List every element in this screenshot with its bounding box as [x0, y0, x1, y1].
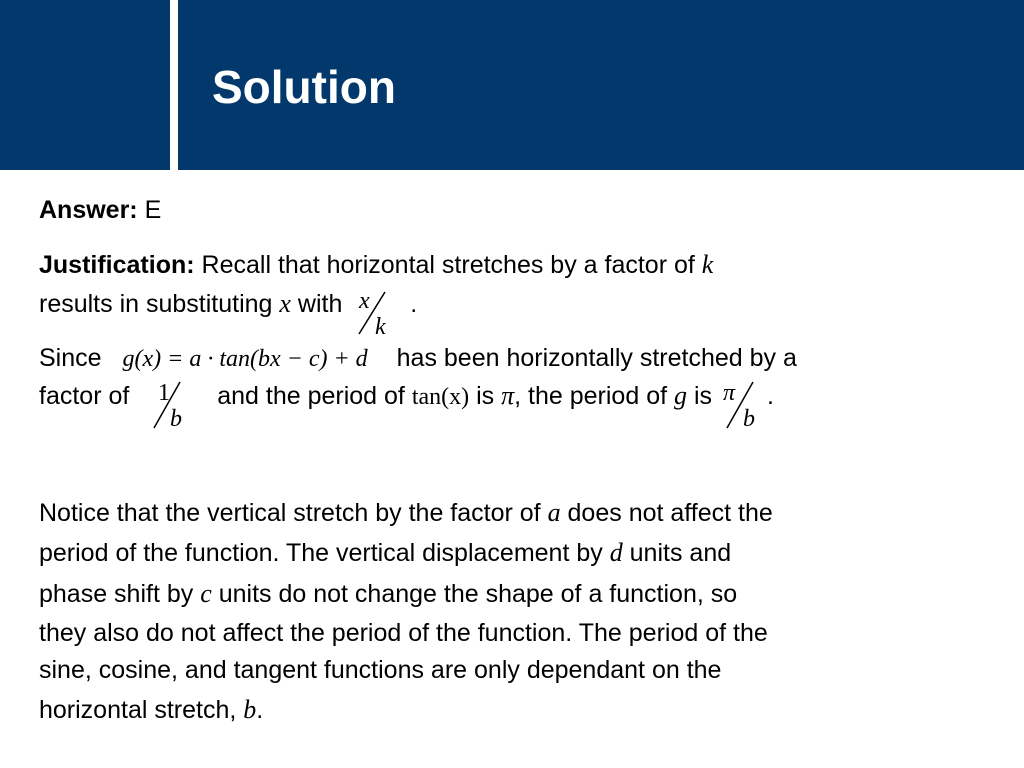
var-x: x: [279, 289, 291, 318]
fraction-1-over-b: [148, 380, 194, 432]
var-d: d: [609, 538, 623, 567]
since-line-2: [39, 380, 774, 432]
page-title: Solution: [212, 61, 396, 113]
notice-line-2: [39, 538, 731, 568]
justification-text-1: Recall that horizontal stretches by a factor of: [201, 251, 695, 279]
var-g: g: [674, 381, 687, 410]
period-text: and the period of: [217, 382, 405, 410]
justification-text-2b: with: [297, 290, 343, 318]
frac1-denominator: k: [375, 314, 386, 340]
notice-text-6a: horizontal stretch,: [39, 696, 237, 724]
notice-text-3a: phase shift by: [39, 580, 194, 608]
var-b: b: [243, 695, 257, 724]
notice-text-5: sine, cosine, and tangent functions are only dependant on the: [39, 656, 722, 684]
is-text-2: is: [693, 382, 713, 410]
frac3-denominator: b: [742, 406, 755, 432]
justification-label: Justification:: [39, 251, 195, 279]
notice-text-6b: .: [256, 696, 264, 724]
var-c: c: [200, 579, 212, 608]
fraction-pi-over-b: [721, 380, 767, 432]
notice-text-3b: units do not change the shape of a function, so: [218, 580, 738, 608]
frac2-denominator: b: [170, 406, 183, 432]
since-end: .: [766, 382, 774, 410]
justification-text-2a: results in substituting: [39, 290, 273, 318]
fraction-x-over-k: [353, 288, 399, 340]
notice-text-1b: does not affect the: [567, 499, 773, 527]
notice-line-3: [39, 579, 737, 609]
is-text: is: [476, 382, 495, 410]
tan-expression: tan(x): [411, 384, 470, 410]
notice-line-1: [39, 498, 773, 528]
notice-text-4: they also do not affect the period of the function. The period of the: [39, 619, 768, 647]
equation: g(x) = a · tan(bx − c) + d: [122, 346, 368, 372]
var-a: a: [547, 498, 561, 527]
answer-line: [39, 195, 161, 225]
notice-line-6: [39, 695, 263, 725]
answer-label: Answer:: [39, 196, 138, 224]
notice-line-5: [39, 655, 721, 685]
notice-text-2a: period of the function. The vertical displacement by: [39, 539, 603, 567]
frac2-numerator: 1: [158, 380, 171, 406]
frac1-numerator: x: [359, 288, 370, 314]
since-line-1: [39, 343, 797, 374]
since-text-1: has been horizontally stretched by a: [396, 344, 797, 372]
title-banner: [0, 0, 1024, 170]
justification-line-2: [39, 288, 417, 340]
period-of-g-text: , the period of: [514, 382, 668, 410]
notice-line-4: [39, 618, 768, 648]
justification-period: .: [410, 290, 418, 318]
banner-left-block: [0, 0, 170, 170]
var-k: k: [701, 250, 714, 279]
factor-of-text: factor of: [39, 382, 130, 410]
notice-text-1a: Notice that the vertical stretch by the factor of: [39, 499, 541, 527]
frac3-numerator: π: [722, 380, 735, 406]
banner-divider: [170, 0, 178, 170]
answer-value: E: [144, 196, 162, 224]
justification-line-1: [39, 250, 713, 280]
notice-text-2b: units and: [629, 539, 732, 567]
pi-symbol: π: [501, 381, 515, 410]
since-word: Since: [39, 344, 102, 372]
